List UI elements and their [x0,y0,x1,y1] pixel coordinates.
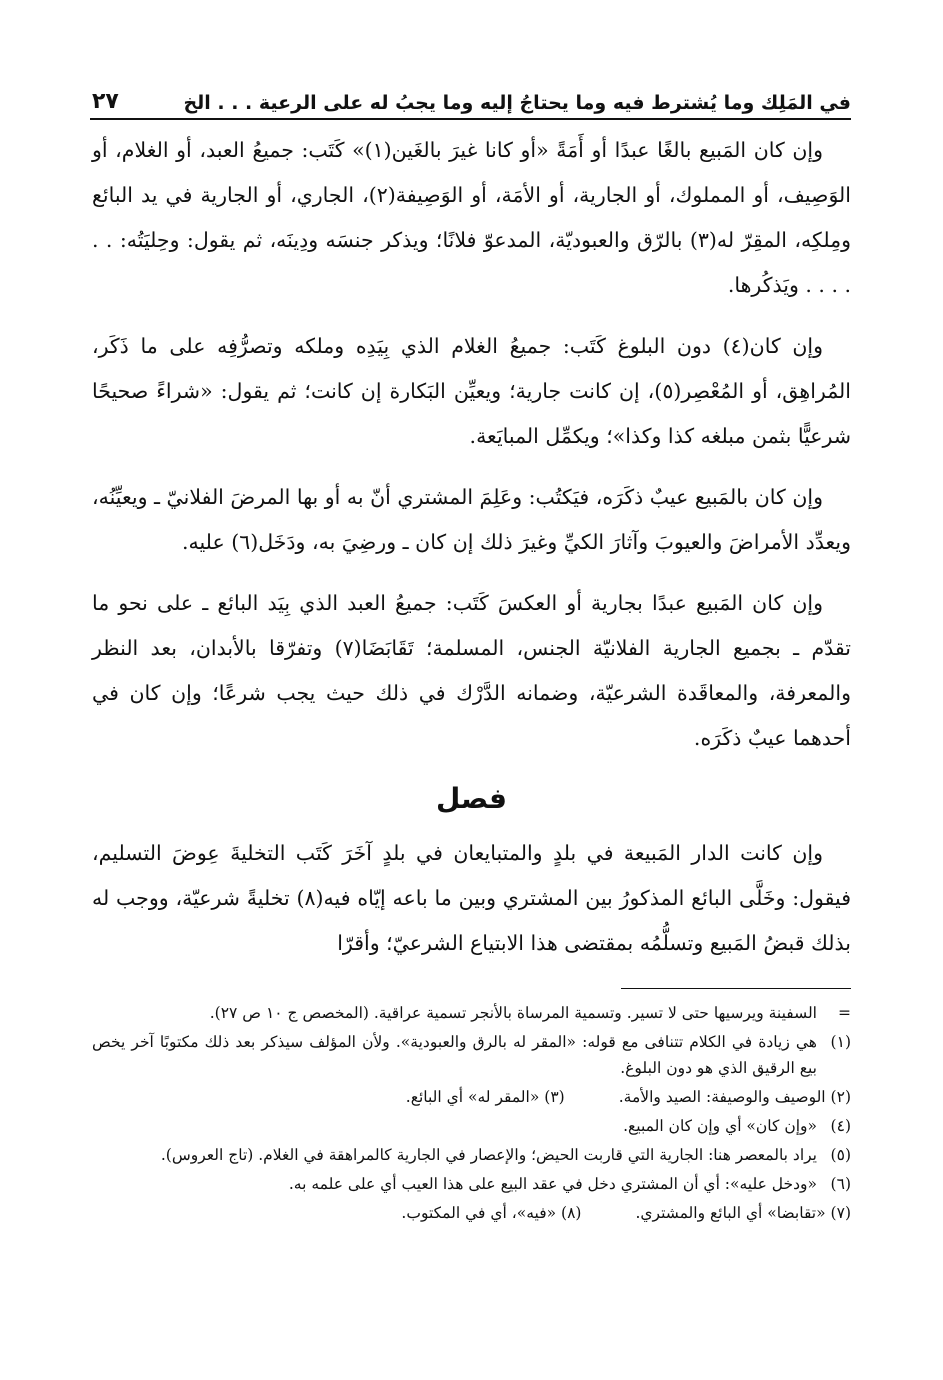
footnote-text: «المقر له» أي البائع. [405,1088,540,1106]
footnote-item [92,1113,851,1139]
footnote-divider [621,988,851,989]
footnote-marker: (٢) [830,1088,851,1106]
body-paragraph-3: وإن كان بالمَبيع عيبٌ ذكَرَه، فيَكتُب: وعَلِمَ المشتري أنّ به أو بها المرضَ الفلانيّ ـ ويعيِّنُه، ويعدِّد الأمراضَ والعيوبَ وآثارَ الكيِّ وغيرَ ذلك إن كان ـ ورضِيَ به، ودَخَل(٦) عليه. [92,485,851,554]
footnote-text: «تقابضا» أي البائع والمشتري. [635,1204,826,1222]
page-number: ٢٧ [92,89,119,114]
footnote-half [635,1200,851,1226]
footnote-marker: (٧) [830,1204,851,1222]
footnote-text: «فيه»، أي في المكتوب. [401,1204,557,1222]
footnote-text: «وإن كان» أي وإن كان المبيع. [623,1117,817,1135]
footnote-marker: (٣) [544,1088,565,1106]
footnote-text: السفينة ويرسيها حتى لا تسير. وتسمية المرساة بالأنجر تسمية عراقية. (المخصص ج ١٠ ص ٢٧). [209,1004,817,1022]
footnote-item [92,1200,851,1226]
footnote-text: الوصيف والوصيفة: الصيد والأمة. [618,1088,826,1106]
footnote-item [92,1142,851,1168]
footnote-marker: (١) [830,1033,851,1051]
footnote-text: هي زيادة في الكلام تتنافى مع قوله: «المقر له بالرق والعبودية». ولأن المؤلف سيذكر بعد ذلك مكتوبًا آخر يخص بيع الرقيق الذي هو دون البلوغ. [92,1033,817,1077]
footnote-pair [92,1200,851,1226]
header-divider [90,118,851,120]
footnote-marker: (٤) [830,1117,851,1135]
footnote-marker: (٦) [830,1175,851,1193]
footnote-continuation [92,1000,851,1026]
footnote-half [401,1200,581,1226]
footnote-pair [92,1084,851,1110]
footnote-text: «ودخل عليه»: أي أن المشتري دخل في عقد البيع على هذا العيب أي على علمه به. [288,1175,817,1193]
running-header-title: في المَلِك وما يُشترط فيه وما يحتاجُ إليه وما يجبُ له على الرعية . . . الخ [183,92,851,114]
footnote-item [92,1171,851,1197]
body-paragraph-1: وإن كان المَبيع بالغًا عبدًا أو أَمَةً «أو كانا غيرَ بالغَين(١)» كَتَب: جميعُ العبد، أو الغلام، أو الوَصِيف، أو المملوك، أو الجارية، أو الأمَة، أو الوَصِيفة(٢)، الجاري، أو الجارية في يد البائع ومِلكِه، المقِرّ له(٣) بالرّق والعبوديّة، المدعوّ فلانًا؛ ويذكر جنسَه ودِينَه، ثم يقول: وحِليَتُه: . . . . . . ويَذكُرها. [92,138,851,297]
section-paragraph: وإن كانت الدار المَبيعة في بلدٍ والمتبايعان في بلدٍ آخَرَ كَتَب التخليةَ عِوضَ التسليم، فيقول: وخَلَّى البائع المذكورُ بين المشتري وبين ما باعه إيّاه فيه(٨) تخليةً شرعيّة، ووجب له بذلك قبضُ المَبيع وتسلُّمُه بمقتضى هذا الابتياع الشرعيّ؛ وأقرّا [92,841,851,955]
footnote-half [406,1084,565,1110]
footnote-text: يراد بالمعصر هنا: الجارية التي قاربت الحيض؛ والإعصار في الجارية كالمراهقة في الغلام. (تاج العروس). [160,1146,817,1164]
footnote-item [92,1029,851,1081]
footnote-item [92,1084,851,1110]
footnote-marker: = [838,1004,851,1022]
running-header [92,78,851,114]
body-paragraph-2: وإن كان(٤) دون البلوغ كَتَب: جميعُ الغلام الذي بِيَدِه وملكه وتصرُّفِه على ما ذَكَر، المُراهِق، أو المُعْصِر(٥)، إن كانت جارية؛ ويعيِّن البَكارة إن كانت؛ ثم يقول: «شراءً صحيحًا شرعيًّا بثمن مبلغه كذا وكذا»؛ ويكمِّل المبايَعة. [92,334,851,448]
section-heading: فصل [436,782,507,815]
footnotes [92,1000,851,1229]
footnote-marker: (٥) [830,1146,851,1164]
footnote-marker: (٨) [561,1204,582,1222]
body-paragraph-4: وإن كان المَبيع عبدًا بجارية أو العكسَ كَتَب: جميعُ العبد الذي بِيَد البائع ـ على نحو ما تقدّم ـ بجميع الجارية الفلانيّة الجنس، المسلمة؛ تَقَابَضَا(٧) وتفرّقا بالأبدان، بعد النظر والمعرفة، والمعاقَدة الشرعيّة، وضمانه الدَّرْك في ذلك حيث يجب شرعًا؛ وإن كان في أحدهما عيبٌ ذكَرَه. [92,591,851,750]
footnote-half [619,1084,851,1110]
main-text [92,128,851,982]
